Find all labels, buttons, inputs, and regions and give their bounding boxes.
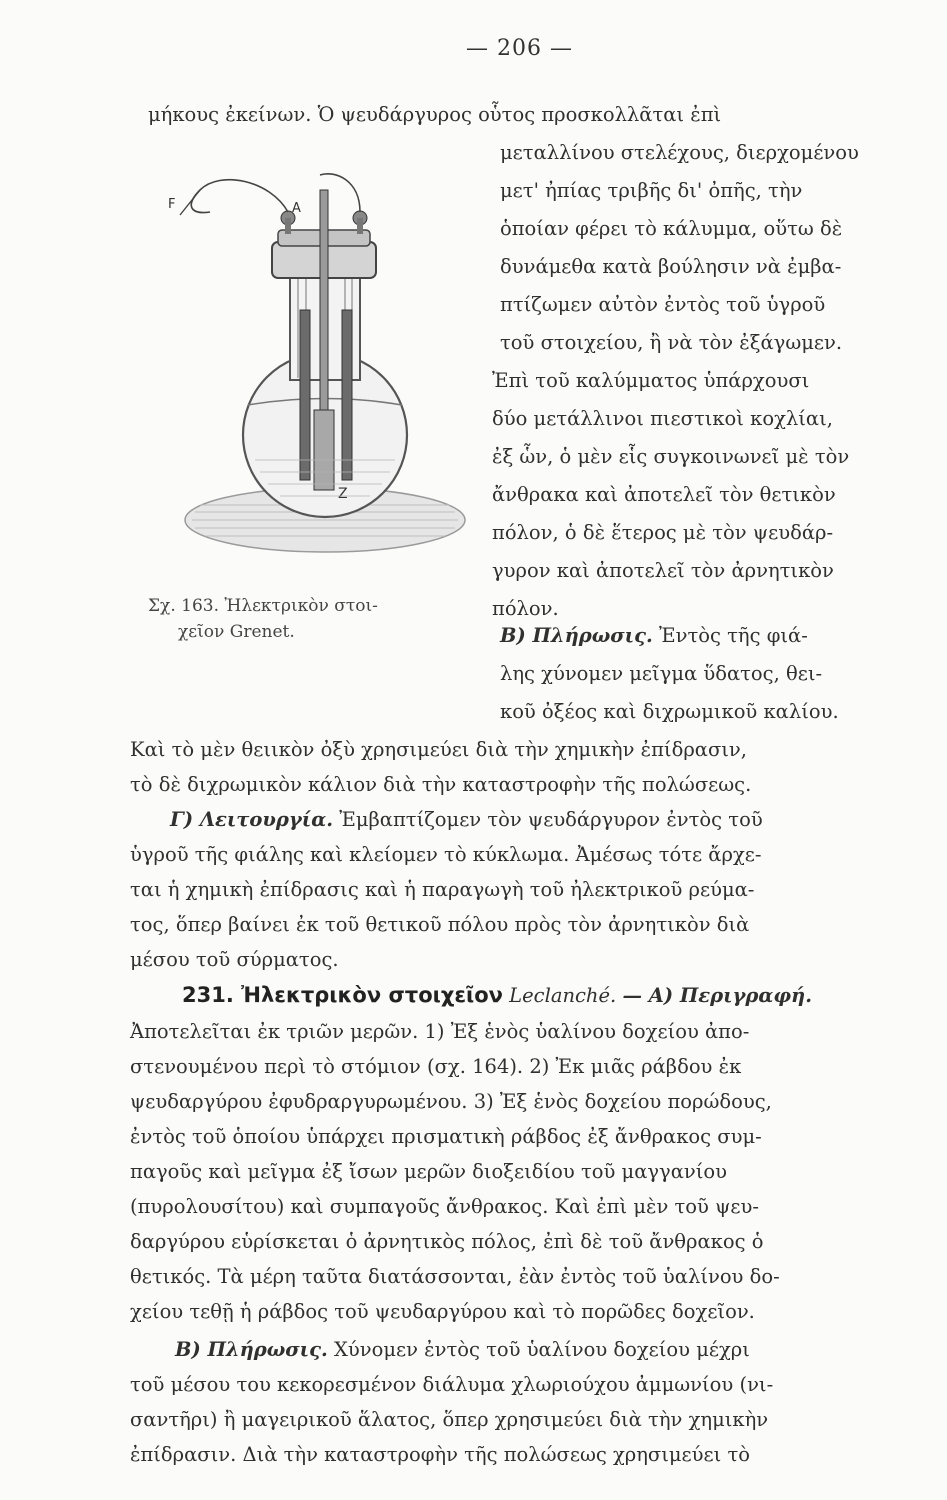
heading-text: 231. Ἠλεκτρικὸν στοιχεῖον <box>182 983 503 1007</box>
text-line: ται ἡ χημικὴ ἐπίδρασις καὶ ἡ παραγωγὴ τοῦ ἠλεκτρικοῦ ρεύμα- <box>130 878 755 901</box>
text-span: Χύνομεν ἐντὸς τοῦ ὑαλίνου δοχείου μέχρι <box>334 1338 750 1361</box>
text-span: Ἐμβαπτίζομεν τὸν ψευδάργυρον ἐντὸς τοῦ <box>339 808 763 831</box>
text-line: δαργύρου εὑρίσκεται ὁ ἀρνητικὸς πόλος, ἐπὶ δὲ τοῦ ἄνθρακος ὁ <box>130 1230 764 1253</box>
label-a: A <box>292 201 301 216</box>
text-line: θετικός. Τὰ μέρη ταῦτα διατάσσονται, ἐὰν ἐντὸς τοῦ ὑαλίνου δο- <box>130 1265 780 1288</box>
text-line: (πυρολουσίτου) καὶ συμπαγοῦς ἄνθρακος. Καὶ ἐπὶ μὲν τοῦ ψευ- <box>130 1195 759 1218</box>
figure-caption-line2: χεῖον Grenet. <box>178 622 295 642</box>
page-number: — 206 — <box>466 36 573 61</box>
text-line: μεταλλίνου στελέχους, διερχομένου <box>500 141 859 164</box>
text-line: χείου τεθῇ ἡ ράβδος τοῦ ψευδαργύρου καὶ τὸ πορῶδες δοχεῖον. <box>130 1300 755 1323</box>
text-line: δύο μετάλλινοι πιεστικοὶ κοχλίαι, <box>492 407 833 430</box>
text-line: Ἐπὶ τοῦ καλύμματος ὑπάρχουσι <box>492 369 810 392</box>
text-line: παγοῦς καὶ μεῖγμα ἐξ ἴσων μερῶν διοξειδίου τοῦ μαγγανίου <box>130 1160 727 1183</box>
text-line: Καὶ τὸ μὲν θειικὸν ὀξὺ χρησιμεύει διὰ τὴν χημικὴν ἐπίδρασιν, <box>130 738 747 761</box>
text-line: Ἀποτελεῖται ἐκ τριῶν μερῶν. 1) Ἐξ ἑνὸς ὑαλίνου δοχείου ἀπο- <box>130 1020 750 1043</box>
text-line: τος, ὅπερ βαίνει ἐκ τοῦ θετικοῦ πόλου πρὸς τὸν ἀρνητικὸν διὰ <box>130 913 750 936</box>
text-line <box>175 1340 750 1360</box>
text-line: κοῦ ὀξέος καὶ διχρωμικοῦ καλίου. <box>500 700 839 723</box>
text-line: ψευδαργύρου ἐφυδραργυρωμένου. 3) Ἐξ ἑνὸς δοχείου πορώδους, <box>130 1090 772 1113</box>
text-line: τοῦ στοιχείου, ἢ νὰ τὸν ἐξάγωμεν. <box>500 331 843 354</box>
text-line: πτίζωμεν αὐτὸν ἐντὸς τοῦ ὑγροῦ <box>500 293 826 316</box>
text-line: σαντῆρι) ἢ μαγειρικοῦ ἅλατος, ὅπερ χρησιμεύει διὰ τὴν χημικὴν <box>130 1408 769 1431</box>
label-f: F <box>168 197 176 212</box>
text-line: μετ' ἠπίας τριβῆς δι' ὀπῆς, τὴν <box>500 179 803 202</box>
text-line: μήκους ἐκείνων. Ὁ ψευδάργυρος οὗτος προσκολλᾶται ἐπὶ <box>148 103 722 126</box>
section-label: Β) Πλήρωσις. <box>175 1338 328 1361</box>
text-line: ἄνθρακα καὶ ἀποτελεῖ τὸν θετικὸν <box>492 483 836 506</box>
text-line: στενουμένου περὶ τὸ στόμιον (σχ. 164). 2) Ἐκ μιᾶς ράβδου ἐκ <box>130 1055 742 1078</box>
text-line: λης χύνομεν μεῖγμα ὕδατος, θει- <box>500 662 823 685</box>
text-line: τοῦ μέσου του κεκορεσμένον διάλυμα χλωριούχου ἀμμωνίου (νι- <box>130 1373 774 1396</box>
section-heading-231 <box>182 985 812 1006</box>
text-line: ὑγροῦ τῆς φιάλης καὶ κλείομεν τὸ κύκλωμα. Ἀμέσως τότε ἄρχε- <box>130 843 762 866</box>
label-z: Z <box>338 486 348 502</box>
text-line: δυνάμεθα κατὰ βούλησιν νὰ ἐμβα- <box>500 255 842 278</box>
text-line: ἐξ ὧν, ὁ μὲν εἷς συγκοινωνεῖ μὲ τὸν <box>492 445 850 468</box>
text-line: τὸ δὲ διχρωμικὸν κάλιον διὰ τὴν καταστροφὴν τῆς πολώσεως. <box>130 773 752 796</box>
text-line: πόλον. <box>492 597 559 620</box>
text-line <box>170 810 763 830</box>
text-line: ὁποίαν φέρει τὸ κάλυμμα, οὕτω δὲ <box>500 217 843 240</box>
text-span: Ἐντὸς τῆς φιά- <box>659 624 808 647</box>
connecting-wire <box>191 174 360 213</box>
section-label: Γ) Λειτουργία. <box>170 808 334 831</box>
heading-rest: — Α) Περιγραφή. <box>622 984 813 1007</box>
text-line: μέσου τοῦ σύρματος. <box>130 948 339 971</box>
heading-name: Leclanché. <box>509 984 617 1007</box>
grenet-cell-figure <box>160 160 485 580</box>
figure-caption-line1: Σχ. 163. Ἠλεκτρικὸν στοι- <box>148 596 378 616</box>
text-line: γυρον καὶ ἀποτελεῖ τὸν ἀρνητικὸν <box>492 559 834 582</box>
text-line: ἐπίδρασιν. Διὰ τὴν καταστροφὴν τῆς πολώσεως χρησιμεύει τὸ <box>130 1443 750 1466</box>
section-label: Β) Πλήρωσις. <box>500 624 653 647</box>
text-line <box>500 626 808 646</box>
text-line: πόλον, ὁ δὲ ἕτερος μὲ τὸν ψευδάρ- <box>492 521 834 544</box>
text-line: ἐντὸς τοῦ ὁποίου ὑπάρχει πρισματικὴ ράβδος ἐξ ἄνθρακος συμ- <box>130 1125 762 1148</box>
